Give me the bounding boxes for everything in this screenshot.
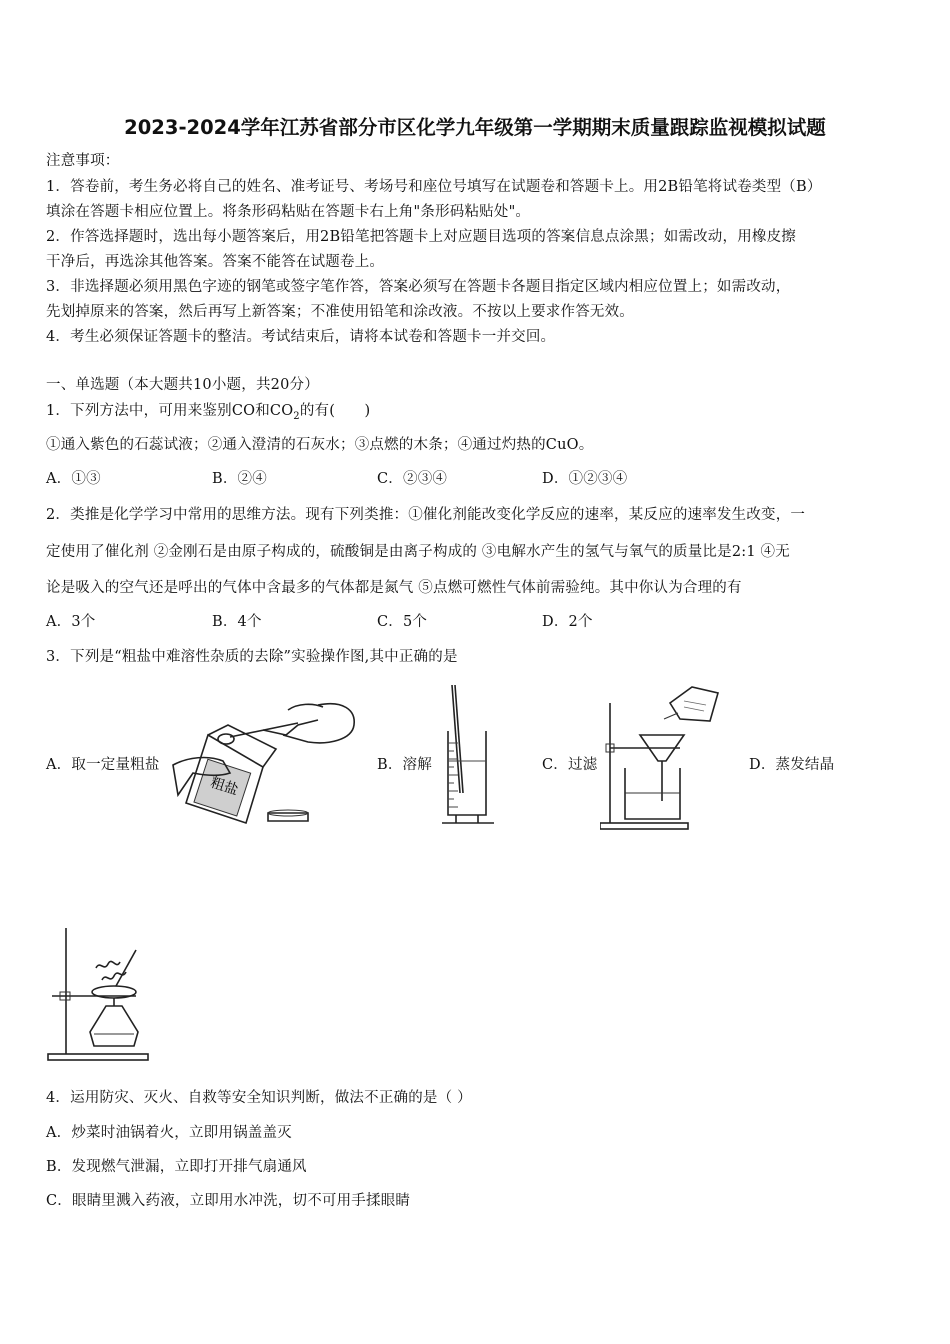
page-title: 2023-2024学年江苏省部分市区化学九年级第一学期期末质量跟踪监视模拟试题 bbox=[124, 116, 826, 139]
question-1-option-a[interactable]: A．①③ bbox=[46, 471, 101, 487]
question-2-stem: 2．类推是化学学习中常用的思维方法。现有下列类推：①催化剂能改变化学反应的速率，某反应的速率发生改变，一 bbox=[46, 507, 806, 523]
notice-line: 3．非选择题必须用黑色字迹的钢笔或签字笔作答，答案必须写在答题卡各题目指定区域内相应位置上；如需改动， bbox=[46, 279, 791, 295]
question-4-option-c[interactable]: C．眼睛里溅入药液，立即用水冲洗，切不可用手揉眼睛 bbox=[46, 1193, 411, 1209]
question-2-option-a[interactable]: A．3个 bbox=[46, 614, 96, 630]
question-1-option-d[interactable]: D．①②③④ bbox=[542, 471, 628, 487]
question-1-option-c[interactable]: C．②③④ bbox=[377, 471, 448, 487]
notice-line: 干净后，再选涂其他答案。答案不能答在试题卷上。 bbox=[46, 254, 385, 270]
question-2-option-c[interactable]: C．5个 bbox=[377, 614, 428, 630]
bottle-label: 粗盐 bbox=[208, 774, 240, 799]
notice-line: 4．考生必须保证答题卡的整洁。考试结束后，请将本试卷和答题卡一并交回。 bbox=[46, 329, 556, 345]
notice-line: 2．作答选择题时，选出每小题答案后，用2B铅笔把答题卡上对应题目选项的答案信息点涂黑；如需改动，用橡皮擦 bbox=[46, 229, 797, 245]
question-3-option-d[interactable]: D．蒸发结晶 bbox=[749, 757, 835, 773]
question-2-stem: 论是吸入的空气还是呼出的气体中含最多的气体都是氮气 ⑤点燃可燃性气体前需验纯。其中你认为合理的有 bbox=[46, 580, 742, 596]
notice-line: 先划掉原来的答案，然后再写上新答案；不准使用铅笔和涂改液。不按以上要求作答无效。 bbox=[46, 304, 634, 320]
dissolve-cylinder-figure bbox=[438, 683, 498, 828]
question-4-stem: 4．运用防灾、灭火、自救等安全知识判断，做法不正确的是（ ） bbox=[46, 1090, 472, 1106]
question-3-stem: 3．下列是“粗盐中难溶性杂质的去除”实验操作图,其中正确的是 bbox=[46, 649, 458, 665]
salt-bottle-figure bbox=[168, 695, 358, 835]
question-1-methods: ①通入紫色的石蕊试液；②通入澄清的石灰水；③点燃的木条；④通过灼热的CuO。 bbox=[46, 437, 594, 453]
question-3-option-b[interactable]: B．溶解 bbox=[377, 757, 432, 773]
question-4-option-a[interactable]: A．炒菜时油锅着火，立即用锅盖盖灭 bbox=[46, 1125, 292, 1141]
question-3-option-a[interactable]: A．取一定量粗盐 bbox=[46, 757, 160, 773]
notice-line: 1．答卷前，考生务必将自己的姓名、准考证号、考场号和座位号填写在试题卷和答题卡上。用2B铅笔将试卷类型（B） bbox=[46, 179, 822, 195]
notice-heading: 注意事项： bbox=[46, 153, 120, 169]
question-3-option-c[interactable]: C．过滤 bbox=[542, 757, 598, 773]
question-1-stem: 1．下列方法中，可用来鉴别CO和$CO_2$的有( ) bbox=[46, 403, 371, 422]
filtration-figure bbox=[600, 683, 725, 833]
section-heading: 一、单选题（本大题共10小题，共20分） bbox=[46, 377, 319, 393]
question-2-stem: 定使用了催化剂 ②金刚石是由原子构成的，硫酸铜是由离子构成的 ③电解水产生的氢气与氧气的质量比是2:1 ④无 bbox=[46, 544, 790, 560]
evaporation-figure bbox=[44, 922, 154, 1062]
question-4-option-b[interactable]: B．发现燃气泄漏，立即打开排气扇通风 bbox=[46, 1159, 307, 1175]
question-1-option-b[interactable]: B．②④ bbox=[212, 471, 267, 487]
question-2-option-b[interactable]: B．4个 bbox=[212, 614, 262, 630]
question-2-option-d[interactable]: D．2个 bbox=[542, 614, 593, 630]
notice-line: 填涂在答题卡相应位置上。将条形码粘贴在答题卡右上角"条形码粘贴处"。 bbox=[46, 204, 531, 220]
